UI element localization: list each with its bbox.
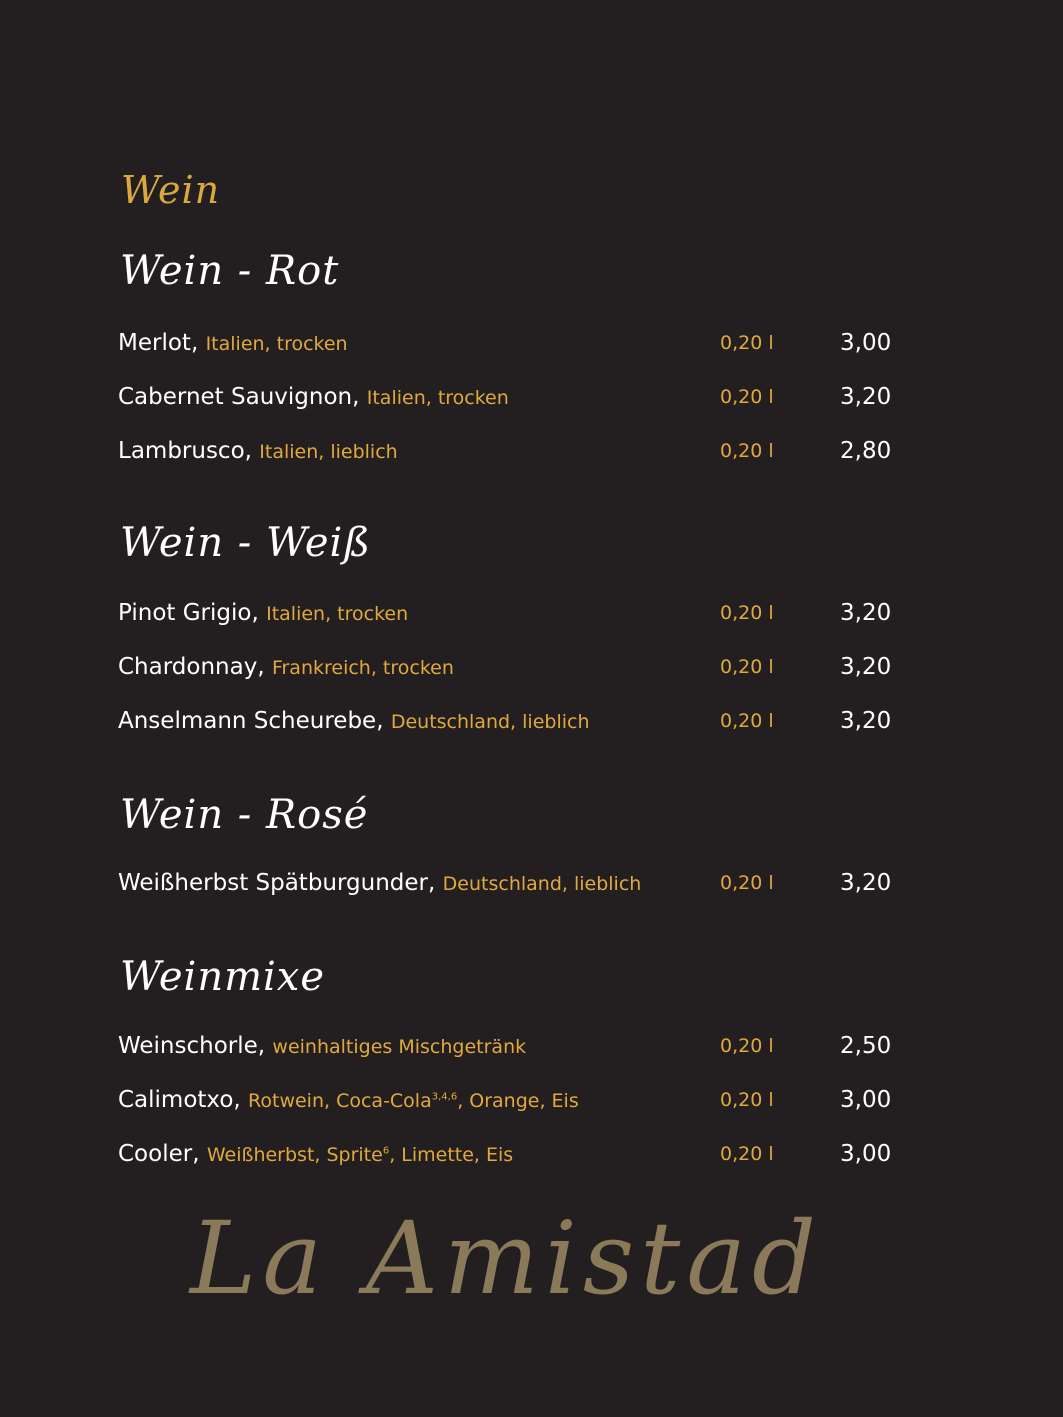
item-price: 3,20 bbox=[840, 654, 892, 680]
item-name: Calimotxo bbox=[118, 1087, 234, 1113]
menu-item bbox=[118, 384, 918, 418]
menu-item bbox=[118, 1087, 918, 1121]
item-name-line: Pinot Grigio, Italien, trocken bbox=[118, 600, 409, 626]
item-name-line: Lambrusco, Italien, lieblich bbox=[118, 438, 398, 464]
item-description bbox=[248, 1090, 579, 1112]
item-name: Merlot bbox=[118, 330, 191, 356]
item-description: Deutschland, lieblich bbox=[442, 873, 642, 895]
item-description: weinhaltiges Mischgetränk bbox=[272, 1036, 527, 1058]
section-title-rose-wine: Wein - Rosé bbox=[120, 792, 369, 838]
item-name: Chardonnay bbox=[118, 654, 258, 680]
item-volume: 0,20 l bbox=[720, 440, 774, 462]
item-name: Cooler bbox=[118, 1141, 193, 1167]
page-title: Wein bbox=[121, 168, 221, 212]
item-name: Anselmann Scheurebe bbox=[118, 708, 377, 734]
item-price: 3,20 bbox=[840, 600, 892, 626]
item-name-line: Cooler, Weißherbst, Sprite$^6$, Limette, Eis bbox=[118, 1141, 514, 1167]
item-volume: 0,20 l bbox=[720, 602, 774, 624]
item-name: Lambrusco bbox=[118, 438, 245, 464]
item-volume: 0,20 l bbox=[720, 1035, 774, 1057]
item-description bbox=[207, 1144, 513, 1166]
menu-item bbox=[118, 654, 918, 688]
item-name: Weinschorle bbox=[118, 1033, 258, 1059]
menu-item bbox=[118, 1033, 918, 1067]
item-name-line: Calimotxo, Rotwein, Coca-Cola$^{3,4,6}$, Orange, Eis bbox=[118, 1087, 579, 1113]
item-price: 2,50 bbox=[840, 1033, 892, 1059]
section-title-wine-mixes: Weinmixe bbox=[120, 954, 326, 1000]
item-price: 3,00 bbox=[840, 1087, 892, 1113]
item-description: Frankreich, trocken bbox=[271, 657, 454, 679]
menu-item bbox=[118, 330, 918, 364]
item-price: 2,80 bbox=[840, 438, 892, 464]
item-name: Pinot Grigio bbox=[118, 600, 252, 626]
item-name: Weißherbst Spätburgunder bbox=[118, 870, 429, 896]
item-volume: 0,20 l bbox=[720, 332, 774, 354]
item-volume: 0,20 l bbox=[720, 386, 774, 408]
item-description-text: Rotwein, Coca-Cola bbox=[248, 1090, 432, 1112]
section-title-white-wine: Wein - Weiß bbox=[120, 520, 372, 566]
menu-item bbox=[118, 870, 918, 904]
menu-item bbox=[118, 600, 918, 634]
item-volume: 0,20 l bbox=[720, 1143, 774, 1165]
item-volume: 0,20 l bbox=[720, 872, 774, 894]
item-description: Italien, lieblich bbox=[259, 441, 398, 463]
item-description-text: , Limette, Eis bbox=[389, 1144, 514, 1166]
item-price: 3,20 bbox=[840, 384, 892, 410]
item-description: Italien, trocken bbox=[266, 603, 409, 625]
item-volume: 0,20 l bbox=[720, 710, 774, 732]
item-price: 3,20 bbox=[840, 870, 892, 896]
item-price: 3,00 bbox=[840, 1141, 892, 1167]
item-name-line: Chardonnay, Frankreich, trocken bbox=[118, 654, 454, 680]
item-description: Deutschland, lieblich bbox=[390, 711, 590, 733]
item-description: Italien, trocken bbox=[366, 387, 509, 409]
item-volume: 0,20 l bbox=[720, 656, 774, 678]
item-volume: 0,20 l bbox=[720, 1089, 774, 1111]
item-name-line: Anselmann Scheurebe, Deutschland, lieblich bbox=[118, 708, 590, 734]
menu-item bbox=[118, 708, 918, 742]
item-name-line: Weißherbst Spätburgunder, Deutschland, lieblich bbox=[118, 870, 642, 896]
item-price: 3,00 bbox=[840, 330, 892, 356]
item-description-text: Weißherbst, Sprite bbox=[206, 1144, 383, 1166]
item-name-line: Cabernet Sauvignon, Italien, trocken bbox=[118, 384, 509, 410]
restaurant-logo: La Amistad bbox=[190, 1200, 822, 1317]
menu-item bbox=[118, 438, 918, 472]
item-name: Cabernet Sauvignon bbox=[118, 384, 353, 410]
item-name-line: Weinschorle, weinhaltiges Mischgetränk bbox=[118, 1033, 527, 1059]
menu-item bbox=[118, 1141, 918, 1175]
item-price: 3,20 bbox=[840, 708, 892, 734]
item-description: Italien, trocken bbox=[205, 333, 348, 355]
section-title-red-wine: Wein - Rot bbox=[120, 248, 340, 294]
additive-footnote: 6 bbox=[382, 1145, 390, 1157]
additive-footnote: 3,4,6 bbox=[431, 1091, 458, 1103]
item-name-line: Merlot, Italien, trocken bbox=[118, 330, 348, 356]
item-description-text: , Orange, Eis bbox=[457, 1090, 579, 1112]
